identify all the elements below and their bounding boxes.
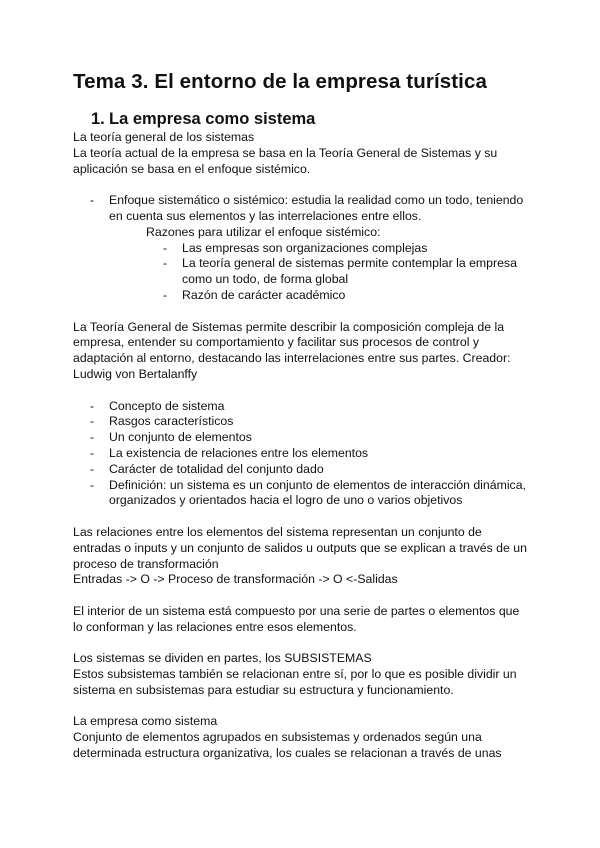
section-heading: [91, 110, 315, 129]
list-item: - Enfoque sistemático o sistémico: estudia la realidad como un todo, teniendo en cuenta sus elementos y las interrelaciones entre ellos.: [73, 193, 528, 225]
process-flow: Entradas -> O -> Proceso de transformación -> O <-Salidas: [73, 572, 398, 587]
paragraph: Estos subsistemas también se relacionan entre sí, por lo que es posible dividir un sistema en subsistemas para estudiar su estructura y funcionamiento.: [73, 667, 517, 697]
paragraph: El interior de un sistema está compuesto por una serie de partes o elementos que lo conforman y las relaciones entre esos elementos.: [73, 603, 520, 634]
list-item: - Razón de carácter académico: [73, 288, 528, 304]
section-number: 1.: [91, 110, 105, 128]
list-item: - Concepto de sistema: [73, 399, 528, 415]
dash-list: [73, 193, 528, 225]
list-item: - La existencia de relaciones entre los elementos: [73, 446, 528, 462]
concepts-list: [73, 399, 528, 510]
paragraph: Conjunto de elementos agrupados en subsistemas y ordenados según una determinada estructura organizativa, los cuales se relacionan a través de unas: [73, 730, 502, 761]
paragraph-subtitle: La empresa como sistema: [73, 714, 218, 729]
list-item: - Las empresas son organizaciones complejas: [73, 241, 528, 257]
section-title: La empresa como sistema: [109, 110, 316, 128]
list-item: - Un conjunto de elementos: [73, 430, 528, 446]
list-item: - Definición: un sistema es un conjunto de elementos de interacción dinámica, organizados y orientados hacia el logro de uno o varios objetivos: [73, 478, 528, 510]
list-item: - La teoría general de sistemas permite contemplar la empresa como un todo, de forma global: [73, 256, 528, 288]
page-title: Tema 3. El entorno de la empresa turística: [73, 70, 487, 93]
paragraph-subtitle: La teoría general de los sistemas: [73, 130, 255, 144]
paragraph: Los sistemas se dividen en partes, los SUBSISTEMAS: [73, 651, 372, 666]
paragraph: La teoría actual de la empresa se basa en la Teoría General de Sistemas y su aplicación se basa en el enfoque sistémico.: [73, 145, 498, 176]
razones-label: Razones para utilizar el enfoque sistémico:: [146, 224, 381, 239]
sub-dash-list: [73, 241, 528, 304]
document-body: [73, 130, 528, 762]
list-item: - Rasgos característicos: [73, 414, 528, 430]
paragraph: La Teoría General de Sistemas permite describir la composición compleja de la empresa, entender su comportamiento y facilitar sus procesos de control y adaptación al entorno, destacando las interrelaciones entre sus partes. Creador: Ludwig von Bertalanffy: [73, 319, 511, 381]
paragraph: Las relaciones entre los elementos del sistema representan un conjunto de entradas o inputs y un conjunto de salidos u outputs que se explican a través de un proceso de transformación: [73, 524, 527, 571]
list-item: - Carácter de totalidad del conjunto dado: [73, 462, 528, 478]
